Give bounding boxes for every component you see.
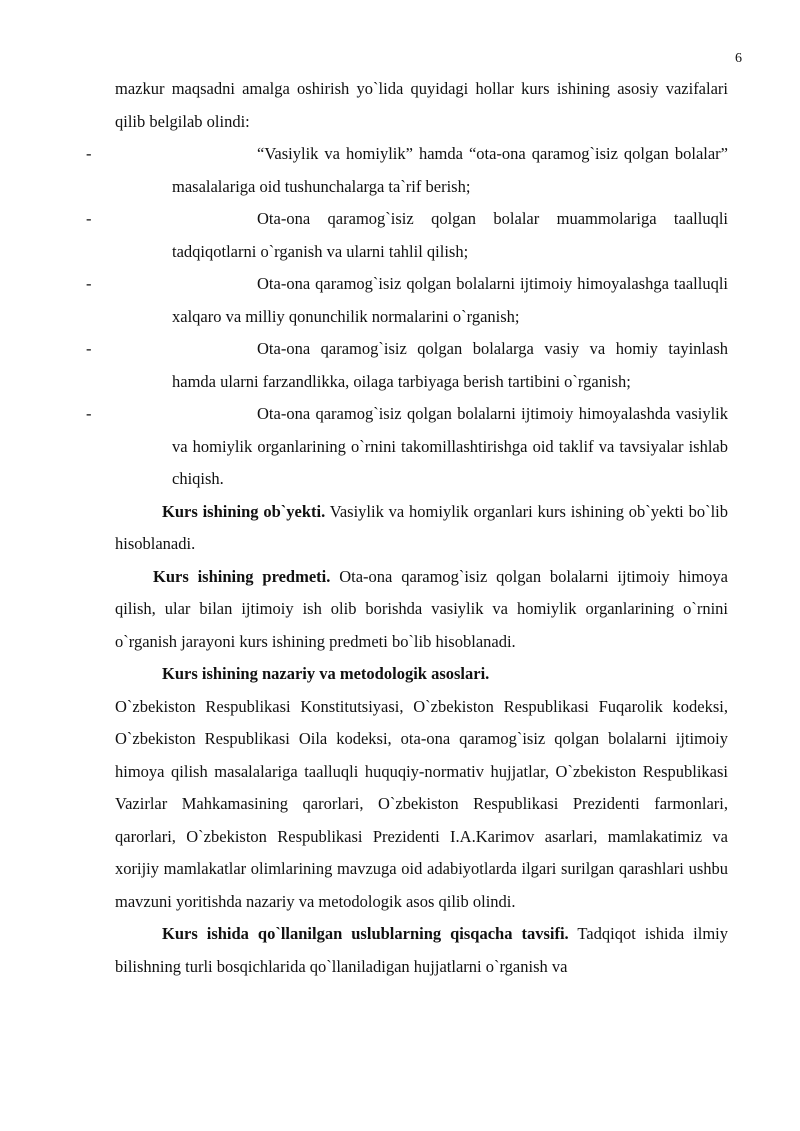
list-dash: - [86, 404, 92, 423]
object-text: Vasiylik va homiylik organlari kurs ishining ob`yekti bo`lib hisoblanadi. [115, 501, 728, 553]
list-item-text: Ota-ona qaramog`isiz qolgan bolalarni ijtimoiy himoyalashda vasiylik va homiylik organlarining o`rnini takomillashtirishga oid taklif va tavsiyalar ishlab chiqish. [172, 404, 728, 488]
list-item-text: Ota-ona qaramog`isiz qolgan bolalarga vasiy va homiy tayinlash hamda ularni farzandlikka, oilaga tarbiyaga berish tartibini o`rganish; [172, 339, 728, 391]
object-paragraph [115, 496, 728, 561]
list-item-text: Ota-ona qaramog`isiz qolgan bolalarni ijtimoiy himoyalashga taalluqli xalqaro va milliy qonunchilik normalarini o`rganish; [172, 274, 728, 326]
list-item [86, 398, 728, 496]
intro-paragraph: mazkur maqsadni amalga oshirish yo`lida quyidagi hollar kurs ishining asosiy vazifalari qilib belgilab olindi: [115, 79, 728, 131]
list-item [86, 138, 728, 203]
list-item [86, 333, 728, 398]
list-item-text: “Vasiylik va homiylik” hamda “ota-ona qaramog`isiz qolgan bolalar” masalalariga oid tushunchalarga ta`rif berish; [172, 144, 728, 196]
list-item-text: Ota-ona qaramog`isiz qolgan bolalar muammolariga taalluqli tadqiqotlarni o`rganish va ularni tahlil qilish; [172, 209, 728, 261]
subject-paragraph [115, 561, 728, 659]
list-item [86, 203, 728, 268]
methods-heading: Kurs ishida qo`llanilgan uslublarning qisqacha tavsifi. [162, 924, 569, 943]
object-heading: Kurs ishining ob`yekti. [162, 501, 326, 521]
task-list [86, 138, 728, 496]
methods-paragraph [115, 918, 728, 983]
document-body [86, 73, 729, 983]
subject-heading: Kurs ishining predmeti. [153, 566, 331, 586]
methods-text: Tadqiqot ishida ilmiy bilishning turli bosqichlarida qo`llaniladigan hujjatlarni o`rganish va [115, 924, 728, 976]
list-dash: - [86, 144, 92, 163]
list-dash: - [86, 274, 92, 293]
page-number: 6 [735, 51, 742, 66]
subject-text: Ota-ona qaramog`isiz qolgan bolalarni ijtimoiy himoya qilish, ular bilan ijtimoiy ish olib borishda vasiylik va homiylik organlarining o`rnini o`rganish jarayoni kurs ishining predmeti bo`lib hisoblanadi. [115, 566, 729, 651]
foundations-paragraph: O`zbekiston Respublikasi Konstitutsiyasi, O`zbekiston Respublikasi Fuqarolik kodeksi, O`zbekiston Respublikasi Oila kodeksi, ota-ona qaramog`isiz qolgan bolalarni ijtimoiy himoya qilish masalalariga taalluqli huquqiy-normativ hujjatlar, O`zbekiston Respublikasi Vazirlar Mahkamasining qarorlari, O`zbekiston Respublikasi Prezidenti farmonlari, qarorlari, O`zbekiston Respublikasi Prezidenti I.A.Karimov asarlari, mamlakatimiz va xorijiy mamlakatlar olimlarining mavzuga oid adabiyotlarda ilgari surilgan qarashlari ushbu mavzuni yoritishda nazariy va metodologik asos qilib olindi. [115, 696, 728, 911]
list-dash: - [86, 209, 92, 228]
foundations-heading: Kurs ishining nazariy va metodologik asoslari. [162, 664, 490, 683]
foundations-heading-line [115, 658, 728, 691]
list-dash: - [86, 339, 92, 358]
list-item [86, 268, 728, 333]
